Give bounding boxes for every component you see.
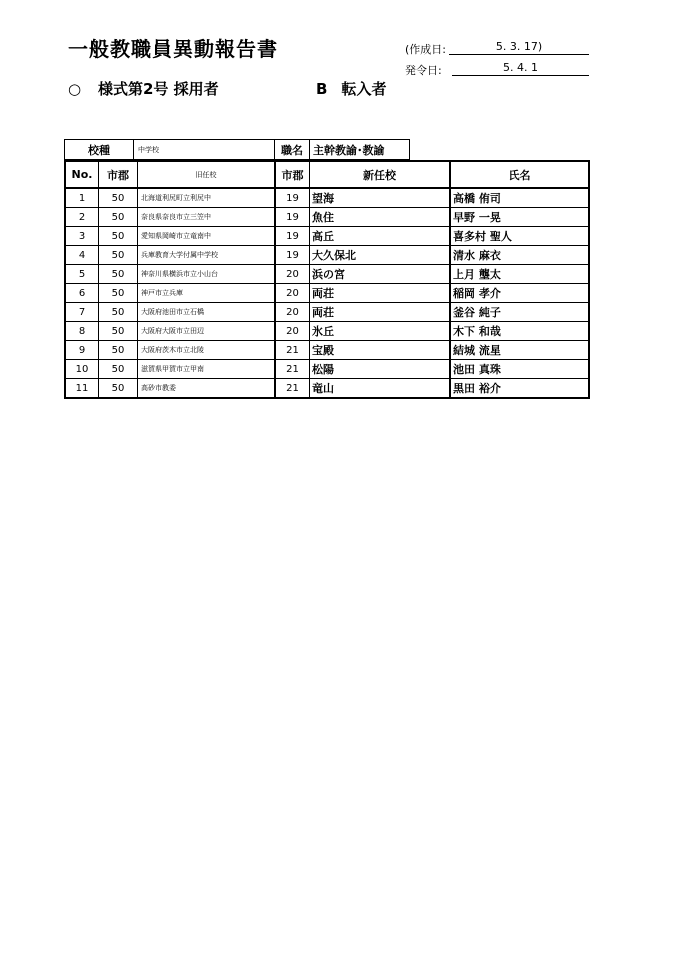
row-city2: 20 — [275, 322, 310, 341]
row-name: 高橋 侑司 — [450, 188, 589, 208]
row-city2: 20 — [275, 303, 310, 322]
row-city: 50 — [99, 227, 138, 246]
row-no: 4 — [65, 246, 99, 265]
row-city2: 21 — [275, 341, 310, 360]
row-city: 50 — [99, 303, 138, 322]
row-old-school: 大阪府大阪市立田辺 — [138, 322, 276, 341]
row-old-school: 滋賀県甲賀市立甲南 — [138, 360, 276, 379]
position-value: 主幹教諭･教諭 — [310, 140, 410, 160]
row-no: 3 — [65, 227, 99, 246]
col-old-school-header: 旧任校 — [138, 161, 276, 188]
row-no: 10 — [65, 360, 99, 379]
row-city: 50 — [99, 284, 138, 303]
issue-date-value: 5. 4. 1 — [452, 61, 589, 76]
row-city2: 19 — [275, 208, 310, 227]
col-new-school-header: 新任校 — [310, 161, 451, 188]
row-new-school: 氷丘 — [310, 322, 451, 341]
category-label: 転入者 — [341, 80, 387, 98]
school-type-label: 校種 — [65, 140, 134, 160]
form-heading — [68, 78, 219, 99]
row-new-school: 竜山 — [310, 379, 451, 399]
table-row — [65, 303, 589, 322]
table-row — [65, 227, 589, 246]
row-name: 黒田 裕介 — [450, 379, 589, 399]
row-city: 50 — [99, 360, 138, 379]
row-no: 11 — [65, 379, 99, 399]
document-title: 一般教職員異動報告書 — [68, 37, 278, 61]
table-row — [65, 322, 589, 341]
row-new-school: 望海 — [310, 188, 451, 208]
row-city2: 21 — [275, 360, 310, 379]
row-old-school: 神奈川県横浜市立小山台 — [138, 265, 276, 284]
row-city: 50 — [99, 341, 138, 360]
row-city2: 19 — [275, 227, 310, 246]
table-row — [65, 246, 589, 265]
row-old-school: 高砂市教委 — [138, 379, 276, 399]
col-city2-header: 市郡 — [275, 161, 310, 188]
row-name: 釜谷 純子 — [450, 303, 589, 322]
row-new-school: 両荘 — [310, 303, 451, 322]
row-name: 喜多村 聖人 — [450, 227, 589, 246]
row-city2: 19 — [275, 188, 310, 208]
row-city: 50 — [99, 208, 138, 227]
table-row — [65, 208, 589, 227]
row-new-school: 大久保北 — [310, 246, 451, 265]
category-code: B — [316, 80, 328, 98]
row-city2: 21 — [275, 379, 310, 399]
row-old-school: 北海道利尻町立利尻中 — [138, 188, 276, 208]
row-no: 2 — [65, 208, 99, 227]
row-old-school: 兵庫教育大学付属中学校 — [138, 246, 276, 265]
row-new-school: 高丘 — [310, 227, 451, 246]
row-new-school: 浜の宮 — [310, 265, 451, 284]
table-row — [65, 379, 589, 399]
table-row — [65, 341, 589, 360]
row-name: 稲岡 孝介 — [450, 284, 589, 303]
row-new-school: 魚住 — [310, 208, 451, 227]
col-name-header: 氏名 — [450, 161, 589, 188]
row-old-school: 神戸市立兵庫 — [138, 284, 276, 303]
row-city: 50 — [99, 188, 138, 208]
row-city2: 20 — [275, 265, 310, 284]
form-label: 様式第2号 採用者 — [98, 80, 219, 98]
col-no-header: No. — [65, 161, 99, 188]
row-city: 50 — [99, 379, 138, 399]
created-date-value: 5. 3. 17) — [449, 40, 589, 55]
row-old-school: 愛知県岡崎市立竜南中 — [138, 227, 276, 246]
row-city2: 20 — [275, 284, 310, 303]
form-circle-mark: ○ — [68, 80, 82, 98]
row-city: 50 — [99, 265, 138, 284]
table-row — [65, 360, 589, 379]
row-no: 6 — [65, 284, 99, 303]
row-no: 8 — [65, 322, 99, 341]
row-no: 5 — [65, 265, 99, 284]
row-city: 50 — [99, 322, 138, 341]
row-new-school: 両荘 — [310, 284, 451, 303]
category-heading — [316, 78, 386, 99]
row-old-school: 大阪府茨木市立北陵 — [138, 341, 276, 360]
row-new-school: 宝殿 — [310, 341, 451, 360]
row-name: 早野 一晃 — [450, 208, 589, 227]
created-date-label: (作成日: — [405, 43, 446, 56]
row-name: 結城 流星 — [450, 341, 589, 360]
table-row — [65, 284, 589, 303]
table-row — [65, 265, 589, 284]
row-no: 7 — [65, 303, 99, 322]
school-type-value: 中学校 — [134, 140, 275, 160]
row-name: 木下 和哉 — [450, 322, 589, 341]
col-city-header: 市郡 — [99, 161, 138, 188]
table-header-row — [65, 161, 589, 188]
row-name: 池田 真珠 — [450, 360, 589, 379]
row-name: 上月 壟太 — [450, 265, 589, 284]
header-fields-table — [64, 139, 410, 160]
position-label: 職名 — [275, 140, 310, 160]
table-row — [65, 188, 589, 208]
issue-date-label: 発令日: — [405, 64, 442, 77]
row-old-school: 奈良県奈良市立三笠中 — [138, 208, 276, 227]
transfer-table — [64, 160, 590, 399]
row-name: 清水 麻衣 — [450, 246, 589, 265]
row-no: 9 — [65, 341, 99, 360]
row-city: 50 — [99, 246, 138, 265]
row-old-school: 大阪府池田市立石橋 — [138, 303, 276, 322]
row-new-school: 松陽 — [310, 360, 451, 379]
row-no: 1 — [65, 188, 99, 208]
row-city2: 19 — [275, 246, 310, 265]
